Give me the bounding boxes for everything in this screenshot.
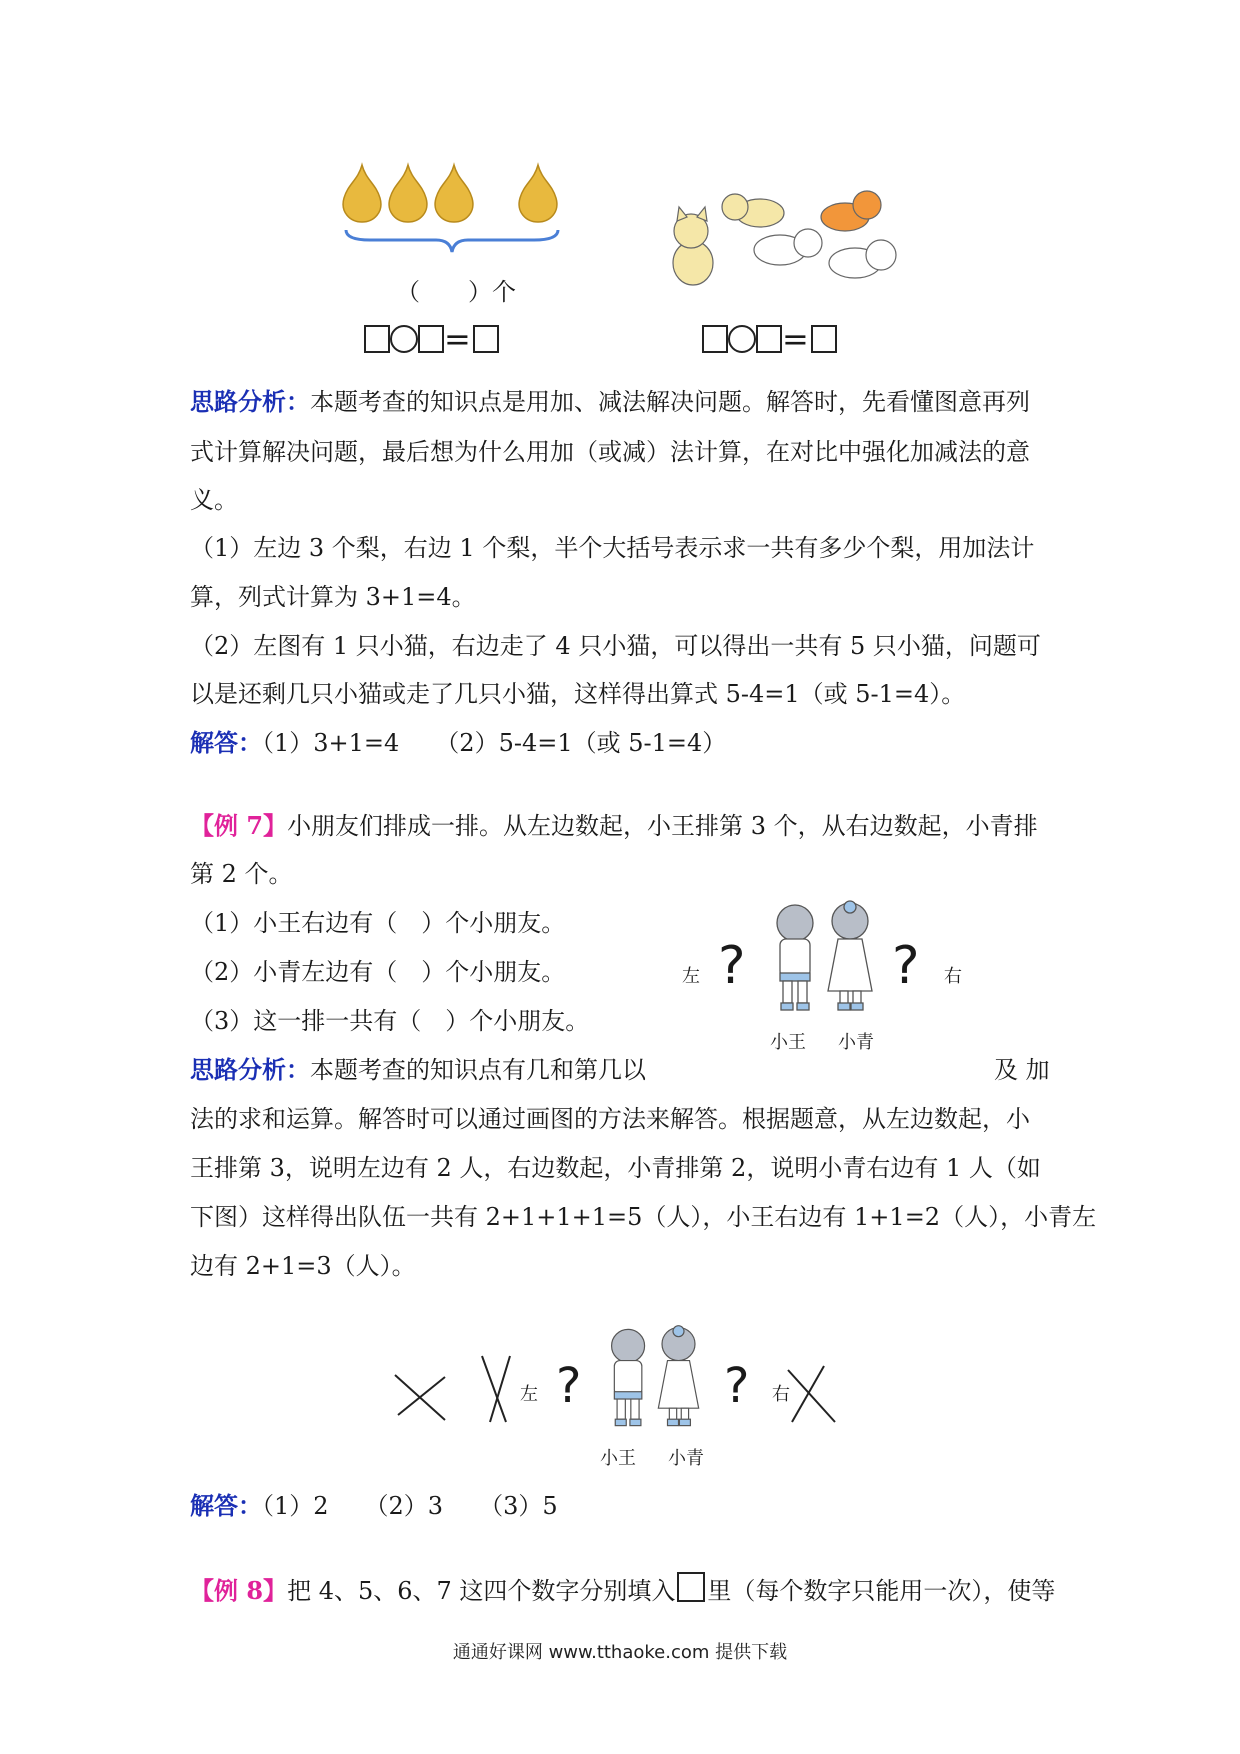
- question-2: （2）小青左边有（ ）个小朋友。: [190, 958, 566, 986]
- analysis-line: 思路分析：本题考查的知识点是用加、减法解决问题。解答时，先看懂图意再列: [190, 387, 1030, 416]
- answer-line: 解答：（1）2 （2）3 （3）5: [190, 1491, 558, 1520]
- blank-circle[interactable]: [390, 325, 418, 353]
- blank-box[interactable]: [677, 1572, 705, 1602]
- analysis-line: 式计算解决问题，最后想为什么用加（或减）法计算，在对比中强化加减法的意: [190, 438, 1030, 466]
- question-mark-icon: ?: [718, 936, 746, 996]
- equation-right[interactable]: =: [702, 320, 837, 358]
- pear-3: [435, 165, 473, 222]
- xiaowang-figure: [612, 1329, 645, 1425]
- walking-cat-orange: [821, 191, 881, 231]
- question-1: （1）小王右边有（ ）个小朋友。: [190, 909, 566, 937]
- analysis-line: （1）左边 3 个梨，右边 1 个梨，半个大括号表示求一共有多少个梨，用加法计: [190, 534, 1035, 562]
- name-label-xiaoqing: 小青: [668, 1448, 704, 1469]
- question-3: （3）这一排一共有（ ）个小朋友。: [190, 1007, 590, 1035]
- question-mark-icon: ?: [556, 1358, 582, 1414]
- cats-illustration: [655, 185, 915, 300]
- example-line: 【例 7】小朋友们排成一排。从左边数起，小王排第 3 个，从右边数起，小青排: [190, 811, 1038, 840]
- bracket-label: （ ）个: [396, 278, 516, 306]
- blank-box[interactable]: [756, 325, 782, 353]
- question-mark-icon: ?: [724, 1358, 750, 1414]
- walking-cat-white-2: [829, 240, 896, 278]
- walking-cat-yellow: [722, 194, 784, 227]
- crossed-out-person-3: [780, 1362, 840, 1427]
- blank-circle[interactable]: [728, 325, 756, 353]
- analysis-line: （2）左图有 1 只小猫，右边走了 4 只小猫，可以得出一共有 5 只小猫，问题可: [190, 632, 1041, 660]
- right-label: 右: [944, 966, 962, 987]
- pears-illustration: [330, 160, 570, 260]
- question-mark-icon: ?: [892, 936, 920, 996]
- xiaowang-figure: [777, 905, 813, 1010]
- blank-box[interactable]: [473, 325, 499, 353]
- blank-box[interactable]: [811, 325, 837, 353]
- analysis-line: 思路分析：本题考查的知识点有几和第几以: [190, 1055, 646, 1084]
- analysis-line: 法的求和运算。解答时可以通过画图的方法来解答。根据题意，从左边数起，小: [190, 1105, 1030, 1133]
- xiaoqing-figure: [828, 901, 872, 1010]
- analysis-line: 算，列式计算为 3+1=4。: [190, 583, 476, 611]
- name-label-xiaowang: 小王: [770, 1032, 806, 1053]
- right-label: 右: [772, 1384, 790, 1405]
- analysis-line: 以是还剩几只小猫或走了几只小猫，这样得出算式 5-4=1（或 5-1=4）。: [190, 680, 966, 708]
- analysis-line: 下图）这样得出队伍一共有 2+1+1+1=5（人），小王右边有 1+1=2（人），小青左: [190, 1203, 1097, 1231]
- walking-cat-white-1: [754, 229, 822, 265]
- analysis-line-tail: 及 加: [994, 1056, 1050, 1084]
- footer-text: 通通好课网 www.tthaoke.com 提供下载: [452, 1642, 788, 1663]
- pear-4: [519, 165, 557, 222]
- left-label: 左: [520, 1384, 538, 1405]
- answer-heading: 解答：: [190, 728, 262, 757]
- answer-heading: 解答：: [190, 1491, 262, 1520]
- example-tag: 【例 8】: [190, 1576, 288, 1605]
- pear-2: [389, 165, 427, 222]
- analysis-heading: 思路分析：: [190, 387, 310, 416]
- curly-bracket: [346, 230, 558, 252]
- name-label-xiaoqing: 小青: [838, 1032, 874, 1053]
- xiaoqing-figure: [658, 1326, 698, 1426]
- analysis-line: 边有 2+1=3（人）。: [190, 1252, 416, 1280]
- kids-illustration: [760, 895, 880, 1020]
- kids-illustration-answer: [596, 1320, 706, 1435]
- example-line: 【例 8】把 4、5、6、7 这四个数字分别填入 里（每个数字只能用一次），使等: [190, 1572, 1055, 1607]
- sitting-cat-left: [673, 207, 713, 285]
- analysis-line: 义。: [190, 486, 238, 514]
- example-line: 第 2 个。: [190, 860, 293, 888]
- crossed-out-person-1: [390, 1365, 450, 1425]
- crossed-out-person-2: [476, 1352, 526, 1424]
- left-label: 左: [682, 966, 700, 987]
- blank-box[interactable]: [364, 325, 390, 353]
- blank-box[interactable]: [418, 325, 444, 353]
- analysis-heading: 思路分析：: [190, 1055, 310, 1084]
- blank-box[interactable]: [702, 325, 728, 353]
- name-label-xiaowang: 小王: [600, 1448, 636, 1469]
- pear-1: [343, 165, 381, 222]
- example-tag: 【例 7】: [190, 811, 288, 840]
- answer-line: 解答：（1）3+1=4 （2）5-4=1（或 5-1=4）: [190, 728, 727, 757]
- equation-left[interactable]: =: [364, 320, 499, 358]
- analysis-line: 王排第 3，说明左边有 2 人，右边数起，小青排第 2，说明小青右边有 1 人（如: [190, 1154, 1041, 1182]
